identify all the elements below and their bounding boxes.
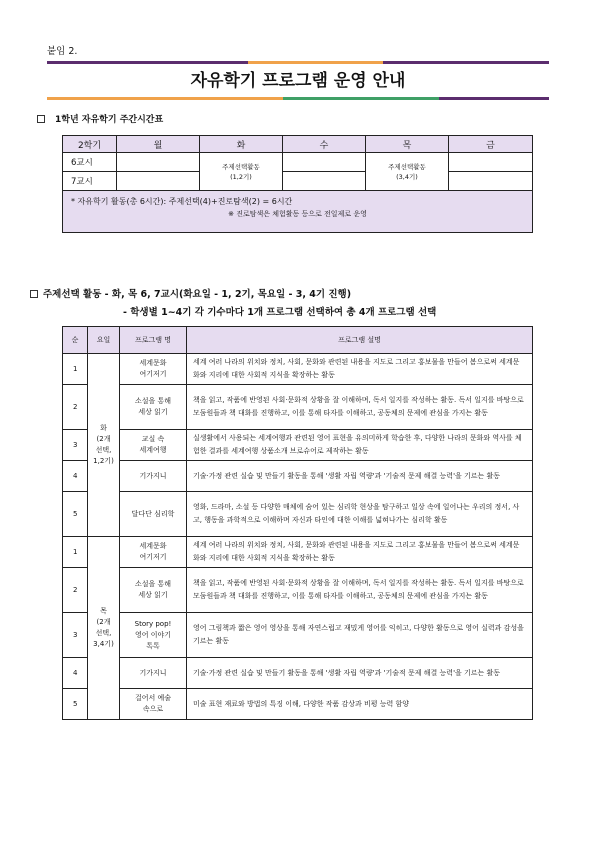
program-num: 4 [63,461,88,492]
program-num: 1 [63,354,88,385]
table-row [63,568,533,613]
program-num: 5 [63,492,88,537]
thu-topic-label: 주제선택활동 [388,162,426,171]
program-num: 2 [63,385,88,430]
table-row [63,613,533,658]
program-header-name: 프로그램 명 [120,327,187,354]
timetable-row-period-6 [63,153,533,172]
timetable-header-wed: 수 [283,136,366,153]
program-day-thu [88,537,120,720]
program-day-line: 선택, [95,629,112,637]
program-name-line: 여기저기 [139,553,167,561]
program-name-line: 기가지니 [139,471,167,480]
program-description: 책을 읽고, 작품에 반영된 사회·문화적 상황을 잘 이해하며, 독서 일지를 작성하는 활동. 독서 일지를 바탕으로 모둠원들과 책 대화를 진행하고, 이를 통해 타자를 이해하고, 공동체의 문제에 관심을 가지는 활동 [187,568,533,613]
table-row [63,492,533,537]
table-row [63,430,533,461]
program-header-desc: 프로그램 설명 [187,327,533,354]
program-description: 세계 여러 나라의 위치와 정치, 사회, 문화와 관련된 내용을 지도로 그리고 홍보물을 만들어 봄으로써 세계문화와 지리에 대한 사회적 지식을 확장하는 활동 [187,354,533,385]
program-description: 기술·가정 관련 실습 및 만들기 활동을 통해 '생활 자립 역량'과 '기술적 문제 해결 능력'을 기르는 활동 [187,658,533,689]
bar-segment-purple-2 [383,61,549,64]
program-name-line: 세상 읽기 [138,408,168,416]
program-section-title: 주제선택 활동 - 화, 목 6, 7교시(화요일 - 1, 2기, 목요일 - 3, 4기 진행) [43,289,352,300]
program-header-num: 순 [63,327,88,354]
program-description: 책을 읽고, 작품에 반영된 사회·문화적 상황을 잘 이해하며, 독서 일지를 작성하는 활동. 독서 일지를 바탕으로 모둠원들과 책 대화를 진행하고, 이를 통해 타자를 이해하고, 공동체의 문제에 관심을 가지는 활동 [187,385,533,430]
bar-segment-purple [47,61,248,64]
program-name [120,354,187,385]
program-name-line: 세계문화 [139,359,167,367]
checkbox-square-icon [37,115,45,123]
program-day-line: 화 [100,424,107,432]
program-table [62,326,533,720]
program-day-line: 목 [100,607,107,615]
program-name-line: 소설을 통해 [134,397,172,405]
program-name-line: 교실 속 [141,435,165,443]
title-bottom-bar [47,97,549,100]
table-row [63,658,533,689]
tue-topic-sub: (1,2기) [230,172,252,181]
period-6-label: 6교시 [63,153,117,172]
program-section-sub: - 학생별 1~4기 각 기수마다 1개 프로그램 선택하여 총 4개 프로그램 선택 [123,307,437,318]
timetable-note [63,191,533,233]
program-description: 세계 여러 나라의 위치와 정치, 사회, 문화와 관련된 내용을 지도로 그리고 홍보물을 만들어 봄으로써 세계문화와 지리에 대한 사회적 지식을 확장하는 활동 [187,537,533,568]
program-name-line: 세상 읽기 [138,591,168,599]
timetable-section-title: 1학년 자유학기 주간시간표 [55,115,164,125]
program-name [120,658,187,689]
cell-wed-6 [283,153,366,172]
program-name-line: 영어 이야기 [134,630,172,639]
timetable-header-thu: 목 [366,136,449,153]
program-name-line: 세계여행 [139,446,167,454]
program-header-row [63,327,533,354]
program-header-day: 요일 [88,327,120,354]
timetable-row-period-7 [63,172,533,191]
program-num: 5 [63,689,88,720]
program-day-tue [88,354,120,537]
checkbox-square-icon-2 [30,290,38,298]
table-row [63,385,533,430]
program-description: 미술 표현 재료와 방법의 특징 이해, 다양한 작품 감상과 비평 능력 함양 [187,689,533,720]
program-day-line: 3,4기) [93,640,114,648]
program-num: 3 [63,430,88,461]
cell-mon-6 [117,153,200,172]
program-day-line: 선택, [95,446,112,454]
program-name [120,430,187,461]
table-row [63,354,533,385]
table-row [63,689,533,720]
program-day-line: (2개 [96,618,111,626]
bar-segment-purple-b [439,97,549,100]
program-description: 영어 그림책과 짧은 영어 영상을 통해 자연스럽고 재밌게 영어를 익히고, 다양한 활동으로 영어 실력과 감성을 기르는 활동 [187,613,533,658]
table-row [63,537,533,568]
program-day-line: 1,2기) [93,457,114,465]
timetable-header-semester: 2학기 [63,136,117,153]
cell-tue-topic-selection [200,153,283,191]
page-title: 자유학기 프로그램 운영 안내 [190,71,406,91]
table-row [63,461,533,492]
program-name [120,461,187,492]
weekly-timetable [62,135,533,233]
program-name-line: 소설을 통해 [134,580,172,588]
timetable-header-row [63,136,533,153]
program-section-heading [30,286,351,300]
bar-segment-green-b [283,97,439,100]
program-name [120,537,187,568]
program-table-body [63,354,533,720]
cell-mon-7 [117,172,200,191]
program-description: 실생활에서 사용되는 세계여행과 관련된 영어 표현을 유의미하게 학습한 후, 다양한 나라의 문화와 역사를 체험한 결과를 세계여행 상품소개 브로슈어로 제작하는 활동 [187,430,533,461]
program-num: 1 [63,537,88,568]
program-name-line: 기가지니 [139,668,167,677]
timetable-section-heading [37,112,163,125]
timetable-header-mon: 월 [117,136,200,153]
timetable-note-career: ※ 진로탐색은 체험활동 등으로 전일제로 운영 [228,210,367,218]
program-num: 2 [63,568,88,613]
bar-segment-orange-b [47,97,283,100]
program-description: 영화, 드라마, 소설 등 다양한 매체에 숨어 있는 심리학 현상을 탐구하고 일상 속에 일어나는 우리의 정서, 사고, 행동을 과학적으로 이해하며 자신과 타인에 대한 이해를 넓혀나가는 심리학 활동 [187,492,533,537]
timetable-header-fri: 금 [449,136,533,153]
period-7-label: 7교시 [63,172,117,191]
cell-thu-topic-selection [366,153,449,191]
program-name [120,689,187,720]
cell-fri-6 [449,153,533,172]
tue-topic-label: 주제선택활동 [222,162,260,171]
program-name [120,385,187,430]
program-name-line: Story pop! [134,619,172,628]
cell-wed-7 [283,172,366,191]
attachment-label: 붙임 2. [47,46,78,57]
program-name-line: 달다단 심리학 [131,509,175,518]
program-name-line: 톡톡 [146,641,160,650]
timetable-note-hours: * 자유학기 활동(총 6시간): 주제선택(4)+진로탐색(2) = 6시간 [71,197,293,206]
timetable-note-row [63,191,533,233]
timetable-header-tue: 화 [200,136,283,153]
program-name [120,613,187,658]
thu-topic-sub: (3,4기) [396,172,418,181]
program-name-line: 걸어서 예술 [134,694,172,702]
cell-fri-7 [449,172,533,191]
program-name-line: 여기저기 [139,370,167,378]
program-day-line: (2개 [96,435,111,443]
program-name-line: 세계문화 [139,542,167,550]
title-top-bar [47,61,549,64]
program-name [120,568,187,613]
program-description: 기술·가정 관련 실습 및 만들기 활동을 통해 '생활 자립 역량'과 '기술적 문제 해결 능력'을 기르는 활동 [187,461,533,492]
program-num: 3 [63,613,88,658]
program-name [120,492,187,537]
program-num: 4 [63,658,88,689]
program-name-line: 속으로 [142,705,164,713]
bar-segment-orange [248,61,384,64]
